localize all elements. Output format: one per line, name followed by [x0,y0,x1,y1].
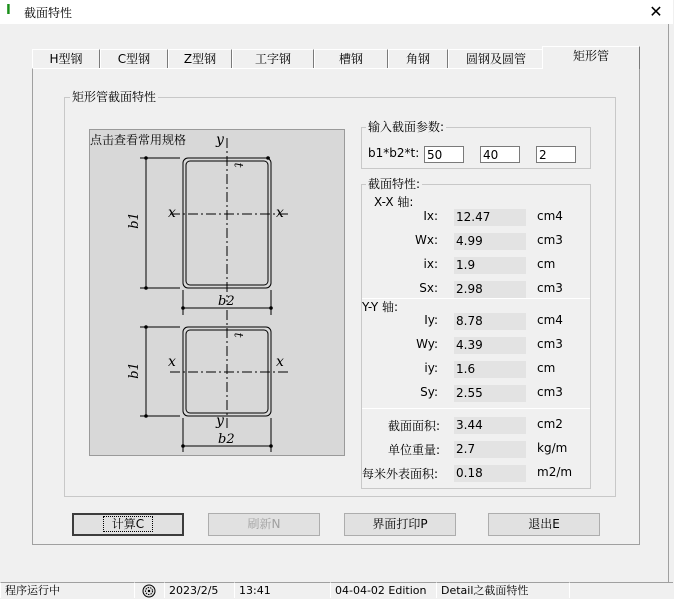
area-unit: cm2 [537,417,563,431]
x-axis-label-left-2: x [168,354,176,370]
x-axis-label-left: x [168,205,176,221]
wy-label: Wy: [416,337,438,351]
sx-value: 2.98 [454,281,526,298]
sx-unit: cm3 [537,281,563,295]
status-edition: 04-04-02 Edition [330,582,436,598]
properties-title: 截面特性: [368,177,421,191]
iy-radius-value: 1.6 [454,361,526,378]
xx-axis-label: X-X 轴: [374,195,414,209]
calc-button-label: 计算C [103,516,153,532]
weight-unit: kg/m [537,441,568,455]
b2-input[interactable] [480,146,520,163]
tab-c-steel[interactable]: C型钢 [100,49,168,68]
section-picture[interactable] [89,129,345,456]
height-label: b1 [126,212,142,229]
status-empty [569,582,673,598]
picture-hint[interactable]: 点击查看常用规格 [90,133,187,147]
thickness-label: t [231,162,246,168]
disk-icon [140,584,158,598]
tab-strip [32,49,640,69]
wy-value: 4.39 [454,337,526,354]
ix-moment-value: 12.47 [454,209,526,226]
iy-radius-unit: cm [537,361,556,375]
status-bar [0,582,673,598]
status-state: 程序运行中 [0,582,134,598]
surface-unit: m2/m [537,465,573,479]
tab-z-steel[interactable]: Z型钢 [168,49,232,68]
ix-radius-unit: cm [537,257,556,271]
x-axis-label-right-2: x [276,354,284,370]
y-axis-label: y [216,132,224,148]
sy-unit: cm3 [537,385,563,399]
y-axis-label-2: y [216,413,224,429]
x-axis-label-right: x [276,205,284,221]
calc-button[interactable] [72,513,184,536]
input-group-title: 输入截面参数: [368,120,445,134]
status-date: 2023/2/5 [164,582,234,598]
width-label: b2 [218,294,235,309]
weight-label: 单位重量: [387,443,440,457]
ix-radius-label: ix: [423,257,438,271]
tab-angle[interactable]: 角钢 [388,49,448,68]
tab-round-tube[interactable]: 圆钢及圆管 [448,49,544,68]
print-button[interactable]: 界面打印P [344,513,456,536]
status-context: Detail之截面特性 [436,582,569,598]
ix-moment-label: Ix: [423,209,438,223]
tab-rect-tube[interactable]: 矩形管 [542,46,640,69]
close-icon[interactable]: ✕ [649,2,663,21]
tab-i-beam[interactable]: 工字钢 [232,49,314,68]
iy-moment-label: Iy: [424,313,438,327]
sy-label: Sy: [420,385,438,399]
ix-radius-value: 1.9 [454,257,526,274]
sx-label: Sx: [419,281,438,295]
sy-value: 2.55 [454,385,526,402]
status-time: 13:41 [234,582,330,598]
tab-h-steel[interactable]: H型钢 [32,49,100,68]
width-label-2: b2 [218,432,235,447]
ix-moment-unit: cm4 [537,209,563,223]
rect-tube-diagram [90,130,344,455]
iy-moment-value: 8.78 [454,313,526,330]
t-input[interactable] [536,146,576,163]
wx-unit: cm3 [537,233,563,247]
wx-value: 4.99 [454,233,526,250]
title-bar [0,0,673,24]
wx-label: Wx: [414,233,438,247]
window-title: 截面特性 [24,6,73,20]
input-label: b1*b2*t: [368,146,420,160]
thickness-label-2: t [231,332,246,338]
surface-value: 0.18 [454,465,526,482]
surface-label: 每米外表面积: [362,467,439,481]
window-edge [668,24,674,582]
area-value: 3.44 [454,417,526,434]
iy-radius-label: iy: [424,361,438,375]
height-label-2: b1 [126,362,142,379]
exit-button[interactable]: 退出E [488,513,600,536]
refresh-button[interactable]: 刷新N [208,513,320,536]
divider-general [362,408,590,409]
weight-value: 2.7 [454,441,526,458]
area-label: 截面面积: [387,419,440,433]
steel-beam-icon: I [6,3,11,18]
tab-channel[interactable]: 槽钢 [314,49,388,68]
yy-axis-label: Y-Y 轴: [362,300,399,314]
iy-moment-unit: cm4 [537,313,563,327]
b1-input[interactable] [424,146,464,163]
group-title: 矩形管截面特性 [72,90,157,104]
wy-unit: cm3 [537,337,563,351]
